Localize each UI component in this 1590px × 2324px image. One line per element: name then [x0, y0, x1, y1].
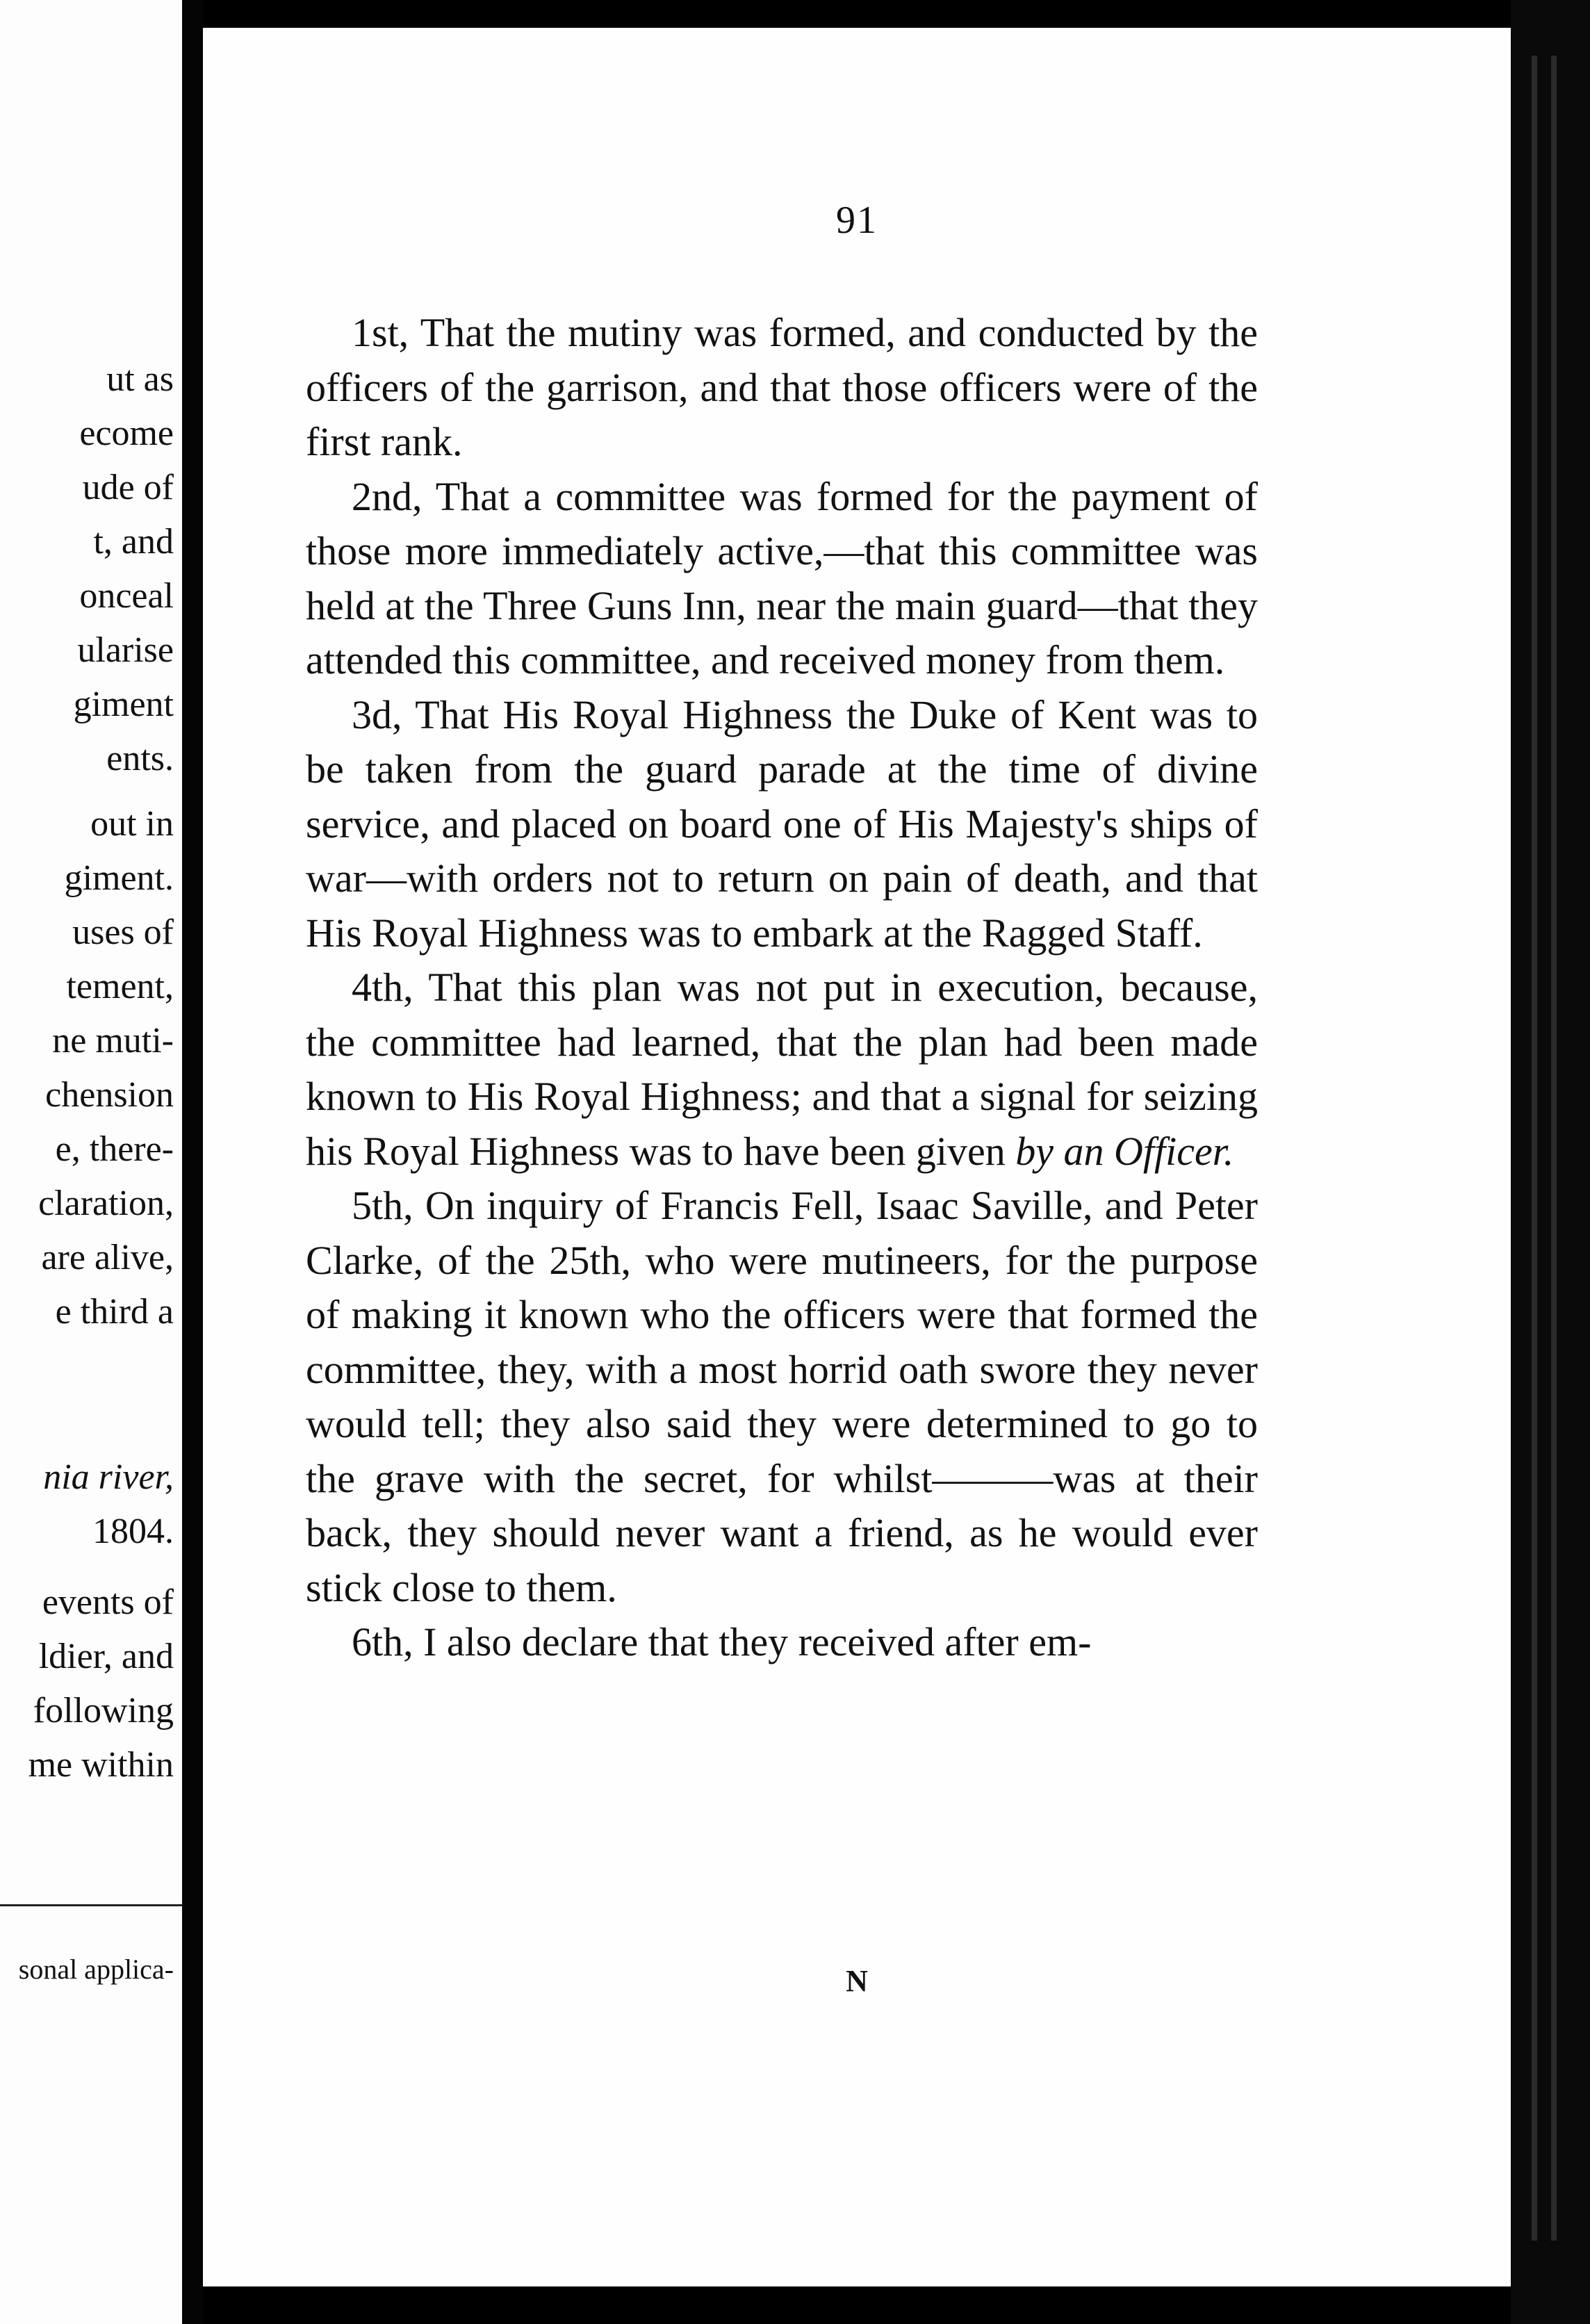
left-text-line: chension	[45, 1075, 174, 1115]
left-text-line: uses of	[72, 913, 174, 952]
left-text-line: out in	[90, 804, 174, 844]
left-text-line: are alive,	[41, 1238, 174, 1277]
book-gutter	[182, 0, 203, 2324]
left-text-line: ut as	[106, 359, 174, 399]
left-text-line: giment.	[64, 858, 174, 898]
left-text-line: onceal	[79, 576, 174, 616]
page-number: 91	[836, 199, 878, 242]
paragraph: 3d, That His Royal Highness the Duke of Kent was to be taken from the guard parade at the time of divine service, and placed on board one of His Majesty's ships of war—with orders not to return on pain of death, and that His Royal Highness was to embark at the Ragged Staff.	[306, 692, 1258, 956]
left-text-line: ne muti-	[52, 1021, 174, 1061]
left-text-line: ude of	[82, 468, 174, 507]
left-text-line: nia river,	[43, 1457, 174, 1497]
left-page-fragment	[0, 0, 182, 2324]
left-text-line: ents.	[106, 739, 174, 778]
paragraph: 5th, On inquiry of Francis Fell, Isaac Saville, and Peter Clarke, of the 25th, who were mutineers, for the purpose of making it known who the officers were that formed the committee, they, with a most horrid oath swore they never would tell; they also said they were determined to go to the grave with the secret, for whilst———was at their back, they should never want a friend, as he would ever stick close to them.	[306, 1183, 1258, 1610]
signature-mark: N	[846, 1964, 868, 1998]
page-edge-stripe	[1532, 56, 1537, 2241]
paragraph: 2nd, That a committee was formed for the payment of those more immediately active,—that this committee was held at the Three Guns Inn, near the main guard—that they attended this committee, and received money from them.	[306, 473, 1258, 682]
left-footnote: sonal applica-	[18, 1954, 174, 1985]
left-text-line: me within	[28, 1745, 174, 1785]
left-text-line: ldier, and	[38, 1637, 174, 1676]
left-text-line: following	[33, 1691, 174, 1730]
paragraph: 6th, I also declare that they received after em-	[352, 1619, 1092, 1664]
left-text-line: ularise	[77, 630, 174, 670]
paragraph: 4th, That this plan was not put in execution, because, the committee had learned, that the plan had been made known to His Royal Highness; and that a signal for seizing his Royal Highness was to have been given by an Officer.	[306, 965, 1258, 1174]
paragraph: 1st, That the mutiny was formed, and conducted by the officers of the garrison, and that those officers were of the first rank.	[306, 310, 1258, 464]
left-text-line: ecome	[79, 414, 174, 453]
left-text-line: claration,	[38, 1184, 174, 1223]
italic-phrase: by an Officer.	[1015, 1128, 1234, 1174]
left-text-line: giment	[73, 685, 174, 724]
left-text-line: events of	[42, 1582, 174, 1622]
left-text-line: tement,	[66, 967, 174, 1006]
page-body	[306, 306, 1258, 1670]
left-text-line: e third a	[55, 1292, 174, 1332]
page	[203, 28, 1511, 2286]
left-text-line: 1804.	[92, 1512, 174, 1551]
footnote-rule	[0, 1904, 182, 1906]
left-text-line: t, and	[93, 522, 174, 562]
left-text-line: e, there-	[55, 1129, 174, 1169]
page-edge-stripe	[1551, 56, 1557, 2241]
page-edge	[1511, 0, 1590, 2324]
